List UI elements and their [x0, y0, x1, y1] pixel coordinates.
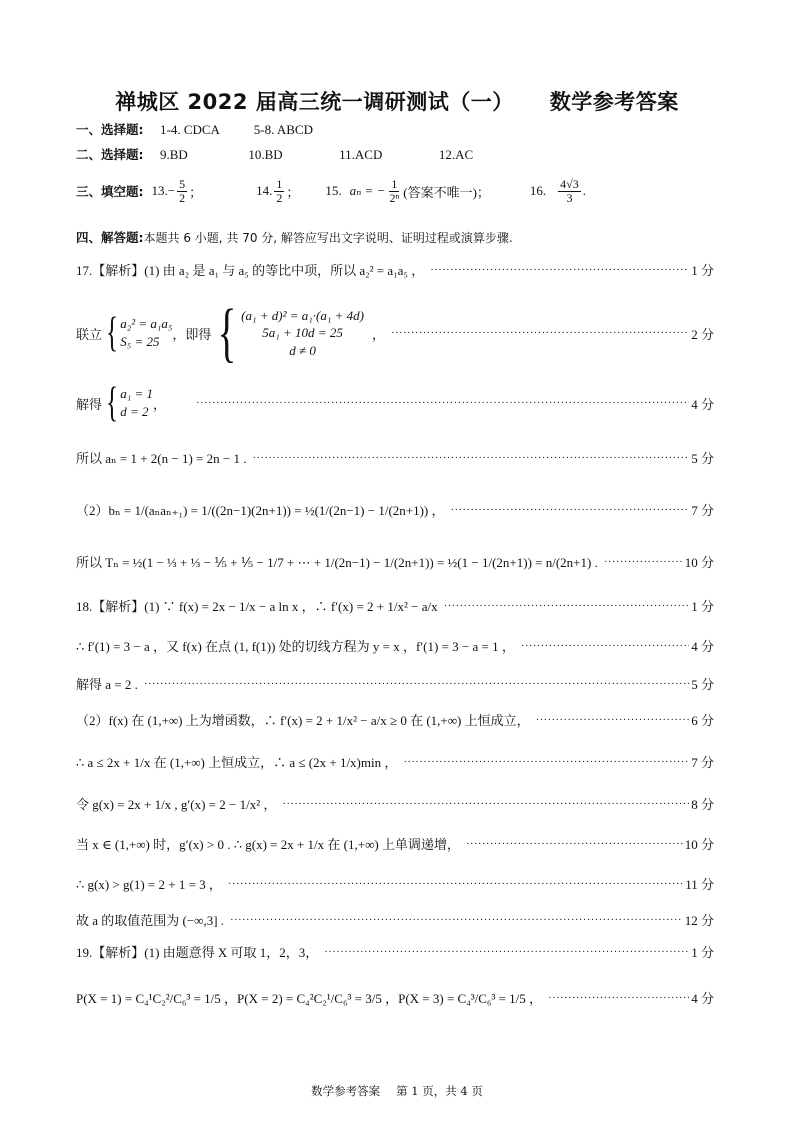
- equation-system: [211, 296, 364, 369]
- section-fill-blank: [76, 178, 714, 204]
- leader-dots: [521, 640, 689, 652]
- leader-dots: [282, 798, 689, 810]
- solution-line: [76, 596, 714, 615]
- brace-icon: {: [217, 296, 237, 369]
- period: .: [582, 183, 586, 199]
- question-number: 15.: [325, 183, 342, 199]
- numerator: 4√3: [560, 177, 579, 191]
- leader-dots: [403, 756, 689, 768]
- brace-icon: {: [106, 310, 119, 356]
- solution-line: [76, 260, 714, 279]
- equation: S₅ = 25: [120, 334, 160, 349]
- solution-line: [76, 552, 714, 571]
- formula: aₙ = −: [349, 183, 386, 199]
- solution-text: P(X = 1) = C₄¹C₂²/C₆³ = 1/5 ，P(X = 2) = C₄²C₂¹/C₆³ = 3/5 ，P(X = 3) = C₄³/C₆³ = 1/5 ，: [76, 991, 543, 1006]
- leader-dots: [548, 992, 689, 1004]
- leader-dots: [451, 504, 690, 516]
- solution-text: ，: [371, 326, 385, 342]
- solution-text: 所以 Tₙ = ½(1 − ⅓ + ⅓ − ⅕ + ⅕ − 1/7 + ⋯ + 1/(2n−1) − 1/(2n+1)) = ½(1 − 1/(2n+1)) = n/(2n+1) .: [76, 555, 598, 570]
- question-number: 16.: [529, 183, 547, 199]
- page-title: [0, 86, 794, 116]
- equation: 5a₁ + 10d = 25: [262, 325, 343, 341]
- solution-text: 17.【解析】(1) 由 a₂ 是 a₁ 与 a₅ 的等比中项，所以 a₂² = a₁a₅ ，: [76, 263, 425, 278]
- score: 10 分: [684, 555, 714, 570]
- solution-text: 19.【解析】(1) 由题意得 X 可取 1，2，3，: [76, 945, 319, 960]
- score: 1 分: [691, 945, 714, 960]
- leader-dots: [230, 914, 683, 926]
- equation-system: [102, 382, 153, 424]
- page-number: 第 1 页，共 4 页: [396, 1084, 483, 1098]
- solution-text: 解得: [76, 396, 103, 412]
- solution-line: [76, 988, 714, 1007]
- solution-line: [76, 636, 714, 655]
- score: 8 分: [691, 797, 714, 812]
- section-choice-2: [76, 145, 714, 163]
- equation: (a₁ + d)² = a₁·(a₁ + 4d): [241, 307, 364, 323]
- solution-line: [76, 942, 714, 961]
- answer-text: 10.BD: [248, 147, 283, 162]
- leader-dots: [228, 878, 683, 890]
- section-instructions: 本题共 6 小题, 共 70 分, 解答应写出文字说明、证明过程或演算步骤.: [143, 231, 513, 245]
- equation: a₂² = a₁a₅: [120, 316, 173, 332]
- score: 5 分: [691, 677, 714, 692]
- answer-text: 9.BD: [160, 147, 188, 162]
- numerator: 5: [179, 177, 186, 191]
- footer-title: 数学参考答案: [311, 1084, 381, 1098]
- equation-system: [102, 312, 172, 354]
- separator: ；: [286, 184, 300, 200]
- leader-dots: [444, 600, 690, 612]
- score: 5 分: [691, 451, 714, 466]
- question-number: 13.: [151, 183, 168, 199]
- score: 11 分: [685, 877, 714, 892]
- denominator: 2: [276, 190, 283, 205]
- score: 4 分: [691, 396, 714, 412]
- section-label: 四、解答题:: [76, 230, 144, 245]
- solution-text: 解得 a = 2 .: [76, 677, 138, 692]
- solution-line: [76, 674, 714, 693]
- note: (答案不唯一)；: [403, 184, 490, 200]
- leader-dots: [391, 327, 689, 339]
- leader-dots: [430, 264, 689, 276]
- solution-text: ∴ f′(1) = 3 − a ，又 f(x) 在点 (1, f(1)) 处的切线方程为 y = x ，f′(1) = 3 − a = 1 ，: [76, 639, 515, 654]
- numerator: 1: [391, 177, 398, 191]
- solution-line: [76, 910, 714, 929]
- solution-text: ，: [152, 396, 166, 412]
- page-footer: [0, 1083, 794, 1099]
- score: 1 分: [691, 599, 714, 614]
- score: 4 分: [691, 639, 714, 654]
- solution-text: 联立: [76, 326, 103, 342]
- fraction: [558, 178, 581, 204]
- score: 2 分: [691, 326, 714, 342]
- section-label: 二、选择题:: [76, 147, 144, 162]
- score: 7 分: [691, 503, 714, 518]
- solution-line: [76, 794, 714, 813]
- solution-text: （2）bₙ = 1/(aₙaₙ₊₁) = 1/((2n−1)(2n+1)) = ½(1/(2n−1) − 1/(2n+1)) ，: [76, 503, 445, 518]
- leader-dots: [144, 678, 689, 690]
- sign: −: [167, 183, 176, 199]
- score: 1 分: [691, 263, 714, 278]
- answer-text: 5-8. ABCD: [253, 122, 313, 137]
- score: 10 分: [684, 837, 714, 852]
- solution-line: [76, 382, 714, 424]
- section-label: 三、填空题:: [76, 184, 144, 200]
- fraction: [387, 178, 401, 204]
- score: 7 分: [691, 755, 714, 770]
- answer-text: 1-4. CDCA: [160, 122, 220, 137]
- answer-text: 12.AC: [438, 147, 474, 162]
- score: 4 分: [691, 991, 714, 1006]
- equation: a₁ = 1: [120, 386, 153, 402]
- denominator: 3: [566, 190, 573, 205]
- numerator: 1: [276, 177, 283, 191]
- solution-line: [76, 710, 714, 729]
- separator: ；: [189, 184, 203, 200]
- title-sub: 数学参考答案: [549, 90, 679, 114]
- leader-dots: [196, 397, 689, 409]
- denominator: 2: [179, 190, 186, 205]
- question-number: 14.: [256, 183, 273, 199]
- solution-text: 18.【解析】(1) ∵ f(x) = 2x − 1/x − a ln x ，∴ f′(x) = 2 + 1/x² − a/x: [76, 599, 438, 614]
- solution-line: [76, 448, 714, 467]
- leader-dots: [324, 946, 689, 958]
- solution-text: ∴ g(x) > g(1) = 2 + 1 = 3 ，: [76, 877, 222, 892]
- solution-line: [76, 296, 714, 369]
- solution-text: 所以 aₙ = 1 + 2(n − 1) = 2n − 1 .: [76, 451, 247, 466]
- solution-text: 当 x ∈ (1,+∞) 时，g′(x) > 0 . ∴ g(x) = 2x + 1/x 在 (1,+∞) 上单调递增，: [76, 837, 460, 852]
- solution-line: [76, 874, 714, 893]
- solution-line: [76, 834, 714, 853]
- denominator: 2ⁿ: [389, 190, 400, 205]
- section-solutions: [76, 228, 714, 246]
- leader-dots: [466, 838, 683, 850]
- solution-text: 故 a 的取值范围为 (−∞,3] .: [76, 913, 225, 928]
- solution-line: [76, 752, 714, 771]
- fraction: [274, 178, 284, 204]
- solution-text: ∴ a ≤ 2x + 1/x 在 (1,+∞) 上恒成立，∴ a ≤ (2x + 1/x)min ，: [76, 755, 398, 770]
- section-choice-1: [76, 120, 714, 138]
- answer-text: 11.ACD: [339, 147, 383, 162]
- equation: d = 2: [120, 404, 149, 419]
- solution-text: ，即得: [172, 326, 212, 342]
- score: 12 分: [684, 913, 714, 928]
- leader-dots: [536, 714, 690, 726]
- leader-dots: [604, 556, 683, 568]
- solution-text: （2）f(x) 在 (1,+∞) 上为增函数，∴ f′(x) = 2 + 1/x² − a/x ≥ 0 在 (1,+∞) 上恒成立，: [76, 713, 530, 728]
- section-label: 一、选择题:: [76, 122, 144, 137]
- fraction: [177, 178, 187, 204]
- solution-line: [76, 500, 714, 519]
- title-main: 禅城区 2022 届高三统一调研测试（一）: [115, 90, 514, 114]
- brace-icon: {: [106, 380, 119, 426]
- score: 6 分: [691, 713, 714, 728]
- solution-text: 令 g(x) = 2x + 1/x , g′(x) = 2 − 1/x² ，: [76, 797, 277, 812]
- equation: d ≠ 0: [289, 342, 316, 358]
- leader-dots: [252, 452, 689, 464]
